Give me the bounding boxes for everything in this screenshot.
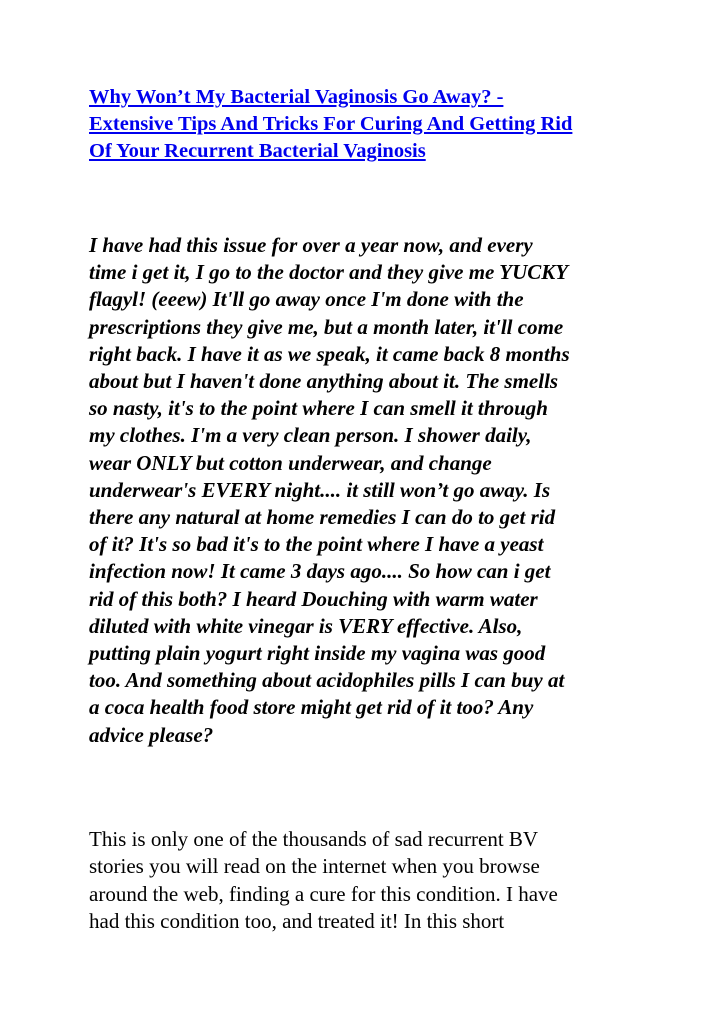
- body-line: had this condition too, and treated it! In this short: [89, 908, 505, 933]
- quote-line: too. And something about acidophiles pills I can buy at: [89, 668, 565, 693]
- article-title-link[interactable]: [89, 84, 649, 165]
- quote-line: flagyl! (eeew) It'll go away once I'm done with the: [89, 287, 524, 312]
- quote-line: rid of this both? I heard Douching with warm water: [89, 586, 538, 611]
- quote-line: of it? It's so bad it's to the point where I have a yeast: [89, 532, 544, 557]
- quote-line: putting plain yogurt right inside my vagina was good: [89, 641, 546, 666]
- title-line[interactable]: Extensive Tips And Tricks For Curing And Getting Rid: [89, 113, 573, 135]
- quote-line: about but I haven't done anything about it. The smells: [89, 369, 559, 394]
- quote-line: diluted with white vinegar is VERY effective. Also,: [89, 613, 523, 638]
- quote-line: I have had this issue for over a year now, and every: [89, 233, 533, 257]
- quote-line: a coca health food store might get rid of it too? Any: [89, 695, 534, 720]
- quote-line: there any natural at home remedies I can do to get rid: [89, 505, 556, 530]
- quoted-story: [89, 232, 649, 749]
- title-line[interactable]: Why Won’t My Bacterial Vaginosis Go Away? -: [89, 86, 504, 108]
- quote-line: time i get it, I go to the doctor and they give me YUCKY: [89, 260, 569, 285]
- title-line[interactable]: Of Your Recurrent Bacterial Vaginosis: [89, 140, 426, 162]
- body-line: This is only one of the thousands of sad recurrent BV: [89, 827, 539, 851]
- quote-line: underwear's EVERY night.... it still won’t go away. Is: [89, 477, 551, 502]
- quote-line: wear ONLY but cotton underwear, and change: [89, 450, 492, 475]
- body-line: around the web, finding a cure for this condition. I have: [89, 881, 558, 906]
- quote-line: infection now! It came 3 days ago.... So how can i get: [89, 559, 551, 584]
- quote-line: right back. I have it as we speak, it came back 8 months: [89, 341, 570, 366]
- quote-line: my clothes. I'm a very clean person. I shower daily,: [89, 423, 532, 448]
- quote-line: prescriptions they give me, but a month later, it'll come: [89, 314, 564, 339]
- quote-line: so nasty, it's to the point where I can smell it through: [89, 396, 548, 421]
- intro-paragraph: [89, 826, 649, 935]
- body-line: stories you will read on the internet when you browse: [89, 854, 540, 879]
- quote-line: advice please?: [89, 722, 214, 747]
